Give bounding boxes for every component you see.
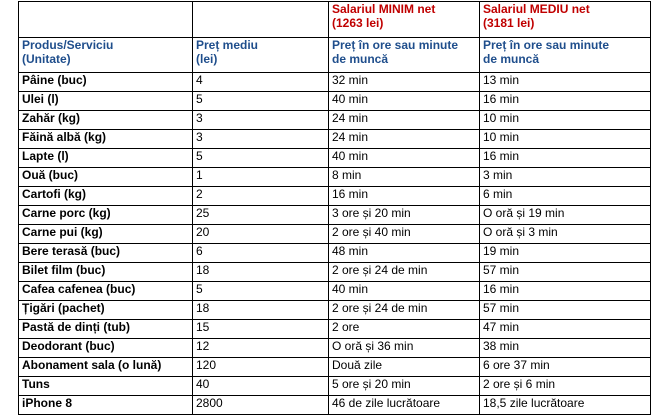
price-cell: 18 <box>193 263 329 282</box>
product-cell: Carne porc (kg) <box>19 206 193 225</box>
average-salary-time-cell: 6 ore 37 min <box>480 358 651 377</box>
average-salary-time-cell: O oră și 19 min <box>480 206 651 225</box>
minimum-salary-time-cell: Două zile <box>329 358 480 377</box>
average-salary-time-cell: 38 min <box>480 339 651 358</box>
price-cell: 3 <box>193 130 329 149</box>
column-header-product-line1: Produs/Serviciu <box>22 38 114 52</box>
table-row <box>19 111 651 130</box>
table-row <box>19 320 651 339</box>
product-cell: Ulei (l) <box>19 92 193 111</box>
average-salary-time-cell: 16 min <box>480 92 651 111</box>
price-cell: 5 <box>193 92 329 111</box>
price-cell: 40 <box>193 377 329 396</box>
table-row <box>19 225 651 244</box>
average-salary-time-cell: 47 min <box>480 320 651 339</box>
header-minimum-title: Salariul MINIM net <box>332 2 436 16</box>
minimum-salary-time-cell: 40 min <box>329 282 480 301</box>
minimum-salary-time-cell: 2 ore și 24 de min <box>329 263 480 282</box>
average-salary-time-cell: O oră și 3 min <box>480 225 651 244</box>
average-salary-time-cell: 57 min <box>480 301 651 320</box>
minimum-salary-time-cell: 48 min <box>329 244 480 263</box>
price-cell: 25 <box>193 206 329 225</box>
header-row-columns <box>19 38 651 73</box>
average-salary-time-cell: 13 min <box>480 73 651 92</box>
column-header-minimum-line1: Preț în ore sau minute <box>332 38 459 52</box>
column-header-average-line1: Preț în ore sau minute <box>483 38 610 52</box>
minimum-salary-time-cell: 32 min <box>329 73 480 92</box>
product-cell: Cartofi (kg) <box>19 187 193 206</box>
product-cell: Zahăr (kg) <box>19 111 193 130</box>
product-cell: iPhone 8 <box>19 396 193 415</box>
table-row <box>19 358 651 377</box>
header-average-title: Salariul MEDIU net <box>483 2 590 16</box>
column-header-average-line2: de muncă <box>483 52 540 66</box>
minimum-salary-time-cell: 46 de zile lucrătoare <box>329 396 480 415</box>
table-row <box>19 92 651 111</box>
average-salary-time-cell: 16 min <box>480 282 651 301</box>
price-cell: 4 <box>193 73 329 92</box>
price-cell: 12 <box>193 339 329 358</box>
table-row <box>19 168 651 187</box>
average-salary-time-cell: 10 min <box>480 130 651 149</box>
empty-header-cell <box>19 2 193 38</box>
minimum-salary-time-cell: 16 min <box>329 187 480 206</box>
column-header-price-line1: Preț mediu <box>196 38 259 52</box>
price-cell: 2800 <box>193 396 329 415</box>
empty-header-cell <box>193 2 329 38</box>
minimum-salary-time-cell: 24 min <box>329 111 480 130</box>
average-salary-time-cell: 6 min <box>480 187 651 206</box>
table-row <box>19 73 651 92</box>
product-cell: Tuns <box>19 377 193 396</box>
minimum-salary-time-cell: 2 ore și 24 de min <box>329 301 480 320</box>
table-row <box>19 282 651 301</box>
table-row <box>19 187 651 206</box>
price-comparison-table <box>18 1 651 415</box>
table-row <box>19 206 651 225</box>
minimum-salary-time-cell: 3 ore și 20 min <box>329 206 480 225</box>
price-cell: 1 <box>193 168 329 187</box>
product-cell: Pâine (buc) <box>19 73 193 92</box>
price-cell: 18 <box>193 301 329 320</box>
product-cell: Abonament sala (o lună) <box>19 358 193 377</box>
table-row <box>19 244 651 263</box>
column-header-minimum-time <box>329 38 480 73</box>
column-header-product-line2: (Unitate) <box>22 52 71 66</box>
header-row-salaries <box>19 2 651 38</box>
product-cell: Cafea cafenea (buc) <box>19 282 193 301</box>
table-row <box>19 396 651 415</box>
average-salary-time-cell: 19 min <box>480 244 651 263</box>
table-row <box>19 301 651 320</box>
column-header-price-line2: (lei) <box>196 52 218 66</box>
minimum-salary-time-cell: O oră și 36 min <box>329 339 480 358</box>
column-header-average-time <box>480 38 651 73</box>
average-salary-time-cell: 18,5 zile lucrătoare <box>480 396 651 415</box>
price-cell: 5 <box>193 282 329 301</box>
product-cell: Bere terasă (buc) <box>19 244 193 263</box>
minimum-salary-time-cell: 24 min <box>329 130 480 149</box>
price-cell: 5 <box>193 149 329 168</box>
product-cell: Carne pui (kg) <box>19 225 193 244</box>
column-header-price <box>193 38 329 73</box>
average-salary-time-cell: 57 min <box>480 263 651 282</box>
average-salary-time-cell: 3 min <box>480 168 651 187</box>
minimum-salary-time-cell: 2 ore și 40 min <box>329 225 480 244</box>
table-row <box>19 130 651 149</box>
header-average-amount: (3181 lei) <box>483 16 535 30</box>
header-average-salary <box>480 2 651 38</box>
product-cell: Deodorant (buc) <box>19 339 193 358</box>
minimum-salary-time-cell: 8 min <box>329 168 480 187</box>
price-cell: 20 <box>193 225 329 244</box>
price-cell: 2 <box>193 187 329 206</box>
product-cell: Făină albă (kg) <box>19 130 193 149</box>
header-minimum-amount: (1263 lei) <box>332 16 384 30</box>
minimum-salary-time-cell: 40 min <box>329 149 480 168</box>
column-header-product <box>19 38 193 73</box>
average-salary-time-cell: 2 ore și 6 min <box>480 377 651 396</box>
product-cell: Pastă de dinți (tub) <box>19 320 193 339</box>
product-cell: Lapte (l) <box>19 149 193 168</box>
price-cell: 15 <box>193 320 329 339</box>
header-minimum-salary <box>329 2 480 38</box>
table-row <box>19 377 651 396</box>
price-cell: 6 <box>193 244 329 263</box>
column-header-minimum-line2: de muncă <box>332 52 389 66</box>
price-cell: 3 <box>193 111 329 130</box>
product-cell: Ouă (buc) <box>19 168 193 187</box>
average-salary-time-cell: 16 min <box>480 149 651 168</box>
table-row <box>19 149 651 168</box>
minimum-salary-time-cell: 2 ore <box>329 320 480 339</box>
product-cell: Țigări (pachet) <box>19 301 193 320</box>
table-row <box>19 263 651 282</box>
table-row <box>19 339 651 358</box>
average-salary-time-cell: 10 min <box>480 111 651 130</box>
minimum-salary-time-cell: 5 ore și 20 min <box>329 377 480 396</box>
minimum-salary-time-cell: 40 min <box>329 92 480 111</box>
price-cell: 120 <box>193 358 329 377</box>
product-cell: Bilet film (buc) <box>19 263 193 282</box>
